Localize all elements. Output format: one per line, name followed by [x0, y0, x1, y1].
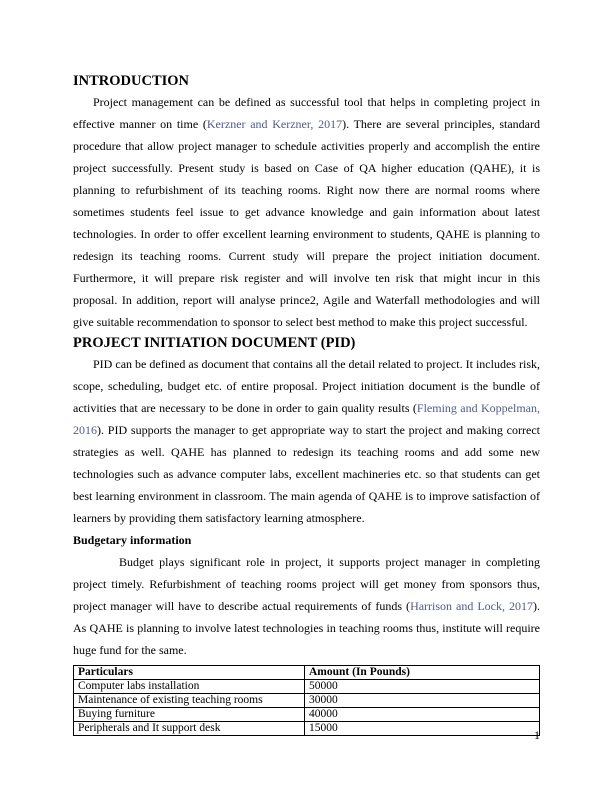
page-number: 1 — [534, 728, 540, 742]
table-cell-amount: 40000 — [305, 708, 540, 722]
table-cell-item: Computer labs installation — [74, 680, 305, 694]
introduction-text-a: Project management can be defined as successful tool that helps in completing project in effective manner on time ( — [73, 95, 540, 131]
pid-heading: PROJECT INITIATION DOCUMENT (PID) — [73, 335, 356, 351]
column-header-amount: Amount (In Pounds) — [305, 666, 540, 680]
column-header-particulars: Particulars — [74, 666, 305, 680]
budget-paragraph — [73, 551, 540, 661]
table-cell-item: Maintenance of existing teaching rooms — [74, 694, 305, 708]
table-row — [74, 708, 540, 722]
budget-heading: Budgetary information — [73, 533, 192, 547]
introduction-heading: INTRODUCTION — [73, 73, 190, 89]
table-cell-amount: 30000 — [305, 694, 540, 708]
citation-kerzner: Kerzner and Kerzner, 2017 — [206, 117, 343, 131]
budget-text-a: Budget plays significant role in project, it supports project manager in completing project timely. Refurbishment of teaching rooms project will get money from sponsors thus, project manager will have to describe actual requirements of funds ( — [73, 555, 540, 613]
table-header-row — [74, 666, 540, 680]
pid-text-a: PID can be defined as document that contains all the detail related to project. It includes risk, scope, scheduling, budget etc. of entire proposal. Project initiation document is the bundle of activities that are necessary to be done in order to gain quality results ( — [73, 357, 540, 415]
table-cell-amount: 50000 — [305, 680, 540, 694]
citation-fleming: Fleming and Koppelman, 2016 — [73, 401, 540, 437]
introduction-paragraph — [73, 91, 540, 333]
pid-text-b: ). PID supports the manager to get appropriate way to start the project and making correct strategies as well. QAHE has planned to redesign its teaching rooms and add some new technologies such as advance computer labs, excellent machineries etc. so that students can get best learning environment in classroom. The main agenda of QAHE is to improve satisfaction of learners by providing them satisfactory learning atmosphere. — [73, 423, 540, 525]
page-content — [73, 71, 540, 736]
introduction-text-b: ). There are several principles, standard procedure that allow project manager to schedule activities properly and accomplish the entire project successfully. Present study is based on Case of QA higher education (QAHE), it is planning to refurbishment of its teaching rooms. Right now there are normal rooms where sometimes students feel issue to get advance knowledge and gain information about latest technologies. In order to offer excellent learning environment to students, QAHE is planning to redesign its teaching rooms. Current study will prepare the project initiation document. Furthermore, it will prepare risk register and will involve ten risk that might incur in this proposal. In addition, report will analyse prince2, Agile and Waterfall methodologies and will give suitable recommendation to sponsor to select best method to make this project successful. — [73, 117, 540, 329]
table-cell-item: Peripherals and It support desk — [74, 722, 305, 736]
budget-text-b: ). As QAHE is planning to involve latest technologies in teaching rooms thus, institute will require huge fund for the same. — [73, 599, 540, 657]
table-cell-amount: 15000 — [305, 722, 540, 736]
citation-harrison: Harrison and Lock, 2017 — [410, 599, 533, 613]
table-row — [74, 680, 540, 694]
budget-table — [73, 665, 540, 736]
table-cell-item: Buying furniture — [74, 708, 305, 722]
table-row — [74, 722, 540, 736]
table-row — [74, 694, 540, 708]
pid-paragraph — [73, 353, 540, 529]
